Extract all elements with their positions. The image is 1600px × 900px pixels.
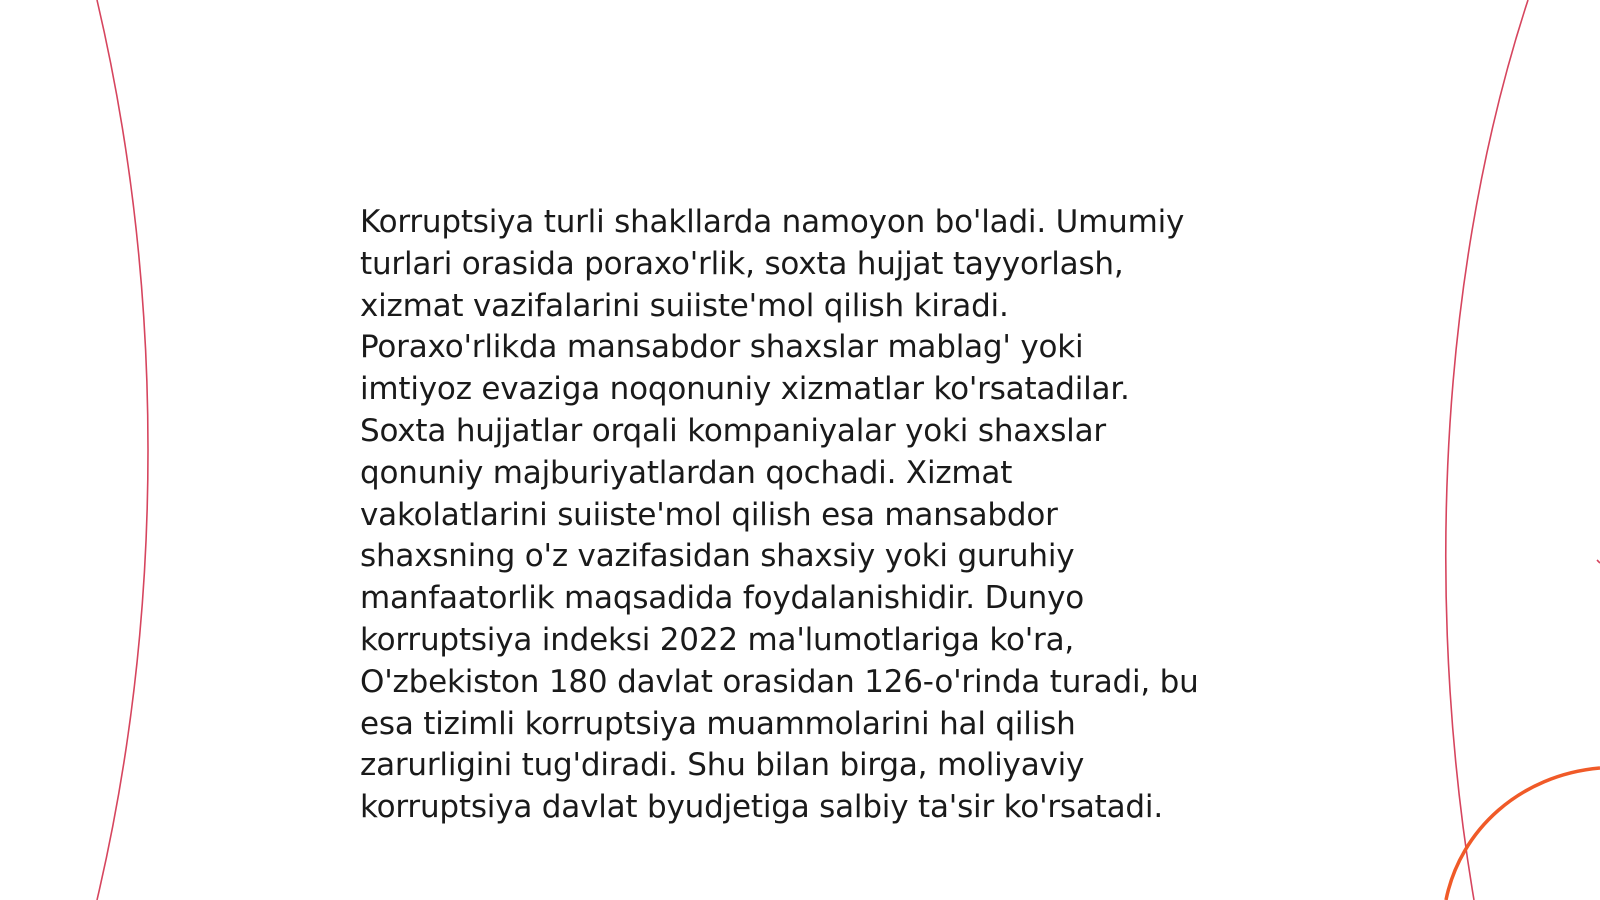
orange-circle-arc [1446, 768, 1600, 900]
text-line: zarurligini tug'diradi. Shu bilan birga, moliyaviy [360, 747, 1085, 784]
text-line: shaxsning o'z vazifasidan shaxsiy yoki guruhiy [360, 538, 1075, 575]
text-line: Korruptsiya turli shakllarda namoyon bo'ladi. Umumiy [360, 204, 1185, 240]
left-arc [97, 0, 148, 900]
body-paragraph [360, 202, 1260, 829]
text-line: korruptsiya indeksi 2022 ma'lumotlariga ko'ra, [360, 621, 1075, 658]
text-line: manfaatorlik maqsadida foydalanishidir. Dunyo [360, 580, 1085, 617]
text-line: esa tizimli korruptsiya muammolarini hal qilish [360, 705, 1076, 742]
text-line: imtiyoz evaziga noqonuniy xizmatlar ko'rsatadilar. [360, 371, 1130, 408]
text-line: Soxta hujjatlar orqali kompaniyalar yoki shaxslar [360, 412, 1106, 449]
text-line: O'zbekiston 180 davlat orasidan 126-o'rinda turadi, bu [360, 663, 1199, 700]
text-line: vakolatlarini suiiste'mol qilish esa mansabdor [360, 496, 1058, 533]
text-line: turlari orasida poraxo'rlik, soxta hujjat tayyorlash, [360, 245, 1124, 282]
text-line: Poraxo'rlikda mansabdor shaxslar mablag' yoki [360, 329, 1084, 366]
right-arc [1446, 0, 1528, 900]
text-line: xizmat vazifalarini suiiste'mol qilish kiradi. [360, 287, 1009, 324]
text-line: qonuniy majburiyatlardan qochadi. Xizmat [360, 454, 1013, 491]
text-line: korruptsiya davlat byudjetiga salbiy ta'sir ko'rsatadi. [360, 789, 1163, 826]
